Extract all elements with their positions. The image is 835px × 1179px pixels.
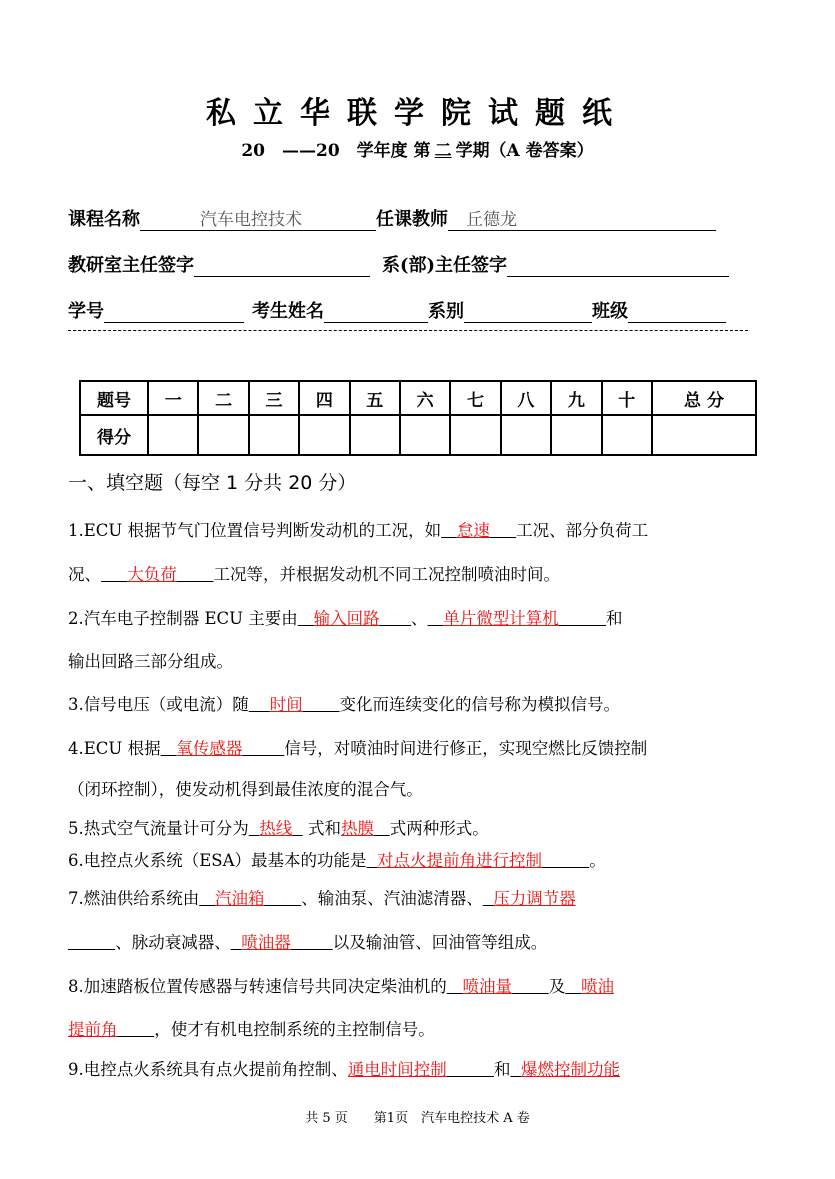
score-total-cell[interactable] (652, 415, 756, 455)
score-header-cell: 题号 (80, 381, 148, 415)
question-text: 。 (589, 851, 606, 870)
subtitle-year: 20 ——20 学年度 第 (241, 141, 431, 161)
answer-blank: 单片微型计算机 (443, 609, 559, 628)
question-6 (68, 850, 768, 872)
score-cell[interactable] (501, 415, 551, 455)
question-2-line-1 (68, 608, 768, 630)
score-header-cell: 五 (350, 381, 400, 415)
question-8-line-2 (68, 1019, 768, 1041)
department-label: 系别 (428, 301, 464, 322)
score-value-row (80, 415, 756, 455)
score-header-cell: 三 (249, 381, 299, 415)
question-text: 和 (606, 609, 623, 628)
question-text: （闭环控制），使发动机得到最佳浓度的混合气。 (68, 780, 423, 799)
question-text: 式两种形式。 (389, 819, 489, 838)
department-field (464, 300, 592, 323)
answer-blank: 怠速 (456, 521, 490, 540)
question-8-line-1 (68, 976, 768, 998)
course-row (68, 205, 748, 231)
question-text: 8.加速踏板位置传感器与转速信号共同决定柴油机的 (68, 977, 447, 996)
question-text: 信号，对喷油时间进行修正，实现空燃比反馈控制 (284, 739, 648, 758)
answer-blank: 热膜 (341, 819, 374, 838)
office-sign-field (194, 254, 370, 277)
signature-row (68, 251, 748, 277)
question-5 (68, 818, 768, 840)
score-header-cell: 七 (450, 381, 500, 415)
score-header-row (80, 381, 756, 415)
question-text: 5.热式空气流量计可分为 (68, 819, 249, 838)
question-text: 工况、部分负荷工 (516, 521, 649, 540)
course-field (140, 208, 376, 231)
answer-blank: 压力调节器 (493, 889, 576, 908)
question-text: 9.电控点火系统具有点火提前角控制、 (68, 1060, 348, 1079)
answer-blank: 爆燃控制功能 (520, 1060, 620, 1079)
dept-sign-field (507, 254, 729, 277)
answer-blank: 喷油量 (462, 977, 512, 996)
score-cell[interactable] (551, 415, 601, 455)
score-header-cell: 总 分 (652, 381, 756, 415)
course-label: 课程名称 (68, 209, 140, 230)
score-cell[interactable] (400, 415, 450, 455)
question-text: 况、 (68, 565, 101, 584)
score-cell[interactable] (148, 415, 198, 455)
answer-blank: 汽油箱 (215, 889, 265, 908)
question-text: 输出回路三部分组成。 (68, 652, 233, 671)
answer-blank: 喷油器 (241, 933, 291, 952)
question-text: 变化而连续变化的信号称为模拟信号。 (339, 695, 620, 714)
answer-blank: 通电时间控制 (347, 1060, 447, 1079)
score-header-cell: 十 (602, 381, 652, 415)
teacher-field (448, 208, 716, 231)
question-text: 和 (493, 1060, 511, 1079)
answer-blank: 输入回路 (313, 609, 380, 628)
question-7-line-1 (68, 888, 768, 910)
class-field (628, 300, 726, 323)
question-3 (68, 694, 768, 716)
score-header-cell: 六 (400, 381, 450, 415)
student-name-field (324, 300, 428, 323)
answer-blank: 热线 (259, 819, 293, 838)
teacher-label: 任课教师 (376, 209, 448, 230)
score-cell[interactable] (249, 415, 299, 455)
question-1-line-1 (68, 520, 768, 542)
score-cell[interactable] (602, 415, 652, 455)
question-text: 式和 (308, 819, 341, 838)
student-id-field (104, 300, 244, 323)
question-7-line-2 (68, 932, 768, 954)
subtitle-paper: 学期（A 卷答案） (455, 141, 594, 161)
answer-blank: 时间 (269, 695, 303, 714)
question-4-line-2 (68, 779, 768, 801)
question-9 (68, 1059, 768, 1081)
student-id-label: 学号 (68, 301, 104, 322)
dept-sign-label: 系(部)主任签字 (382, 255, 508, 276)
cut-line (68, 330, 748, 331)
student-row (68, 297, 748, 323)
score-cell[interactable] (198, 415, 248, 455)
score-header-cell: 九 (551, 381, 601, 415)
score-header-cell: 八 (501, 381, 551, 415)
score-header-cell: 二 (198, 381, 248, 415)
office-sign-label: 教研室主任签字 (68, 255, 194, 276)
score-row-label: 得分 (80, 415, 148, 455)
score-header-cell: 四 (299, 381, 349, 415)
answer-blank: 喷油 (580, 977, 614, 996)
question-text: 、脉动衰减器、 (115, 933, 231, 952)
question-text: 6.电控点火系统（ESA）最基本的功能是 (68, 851, 367, 870)
student-name-label: 考生姓名 (252, 301, 324, 322)
class-label: 班级 (592, 301, 628, 322)
score-header-cell: 一 (148, 381, 198, 415)
question-text: 、输油泵、汽油滤清器、 (301, 889, 483, 908)
question-text: 、 (411, 609, 428, 628)
question-text: 4.ECU 根据 (68, 739, 161, 758)
score-table (79, 380, 757, 456)
question-4-line-1 (68, 738, 768, 760)
page-footer: 共 5 页 第1页 汽车电控技术 A 卷 (305, 1111, 530, 1126)
question-1-line-2 (68, 564, 768, 586)
answer-blank: 大负荷 (127, 565, 177, 584)
question-text: ，使才有机电控制系统的主控制信号。 (154, 1020, 435, 1039)
score-cell[interactable] (350, 415, 400, 455)
question-text: 及 (548, 977, 566, 996)
question-text: 1.ECU 根据节气门位置信号判断发动机的工况，如 (68, 521, 442, 540)
exam-subtitle (0, 136, 835, 161)
question-text: 以及输油管、回油管等组成。 (332, 933, 548, 952)
section-heading: 一、填空题（每空 1 分共 20 分） (68, 472, 357, 494)
answer-blank: 氧传感器 (176, 739, 243, 758)
score-cell[interactable] (450, 415, 500, 455)
score-cell[interactable] (299, 415, 349, 455)
teacher-value: 丘德龙 (466, 210, 517, 230)
answer-blank: 提前角 (68, 1020, 118, 1039)
answer-blank: 对点火提前角进行控制 (377, 851, 543, 870)
question-text: 2.汽车电子控制器 ECU 主要由 (68, 609, 298, 628)
question-text: 3.信号电压（或电流）随 (68, 695, 249, 714)
subtitle-semester: 二 (434, 141, 452, 161)
question-2-line-2 (68, 651, 768, 673)
course-value: 汽车电控技术 (200, 210, 302, 230)
question-text: 工况等，并根据发动机不同工况控制喷油时间。 (213, 565, 560, 584)
question-text: 7.燃油供给系统由 (68, 889, 200, 908)
exam-title: 私立华联学院试题纸 (206, 96, 629, 131)
